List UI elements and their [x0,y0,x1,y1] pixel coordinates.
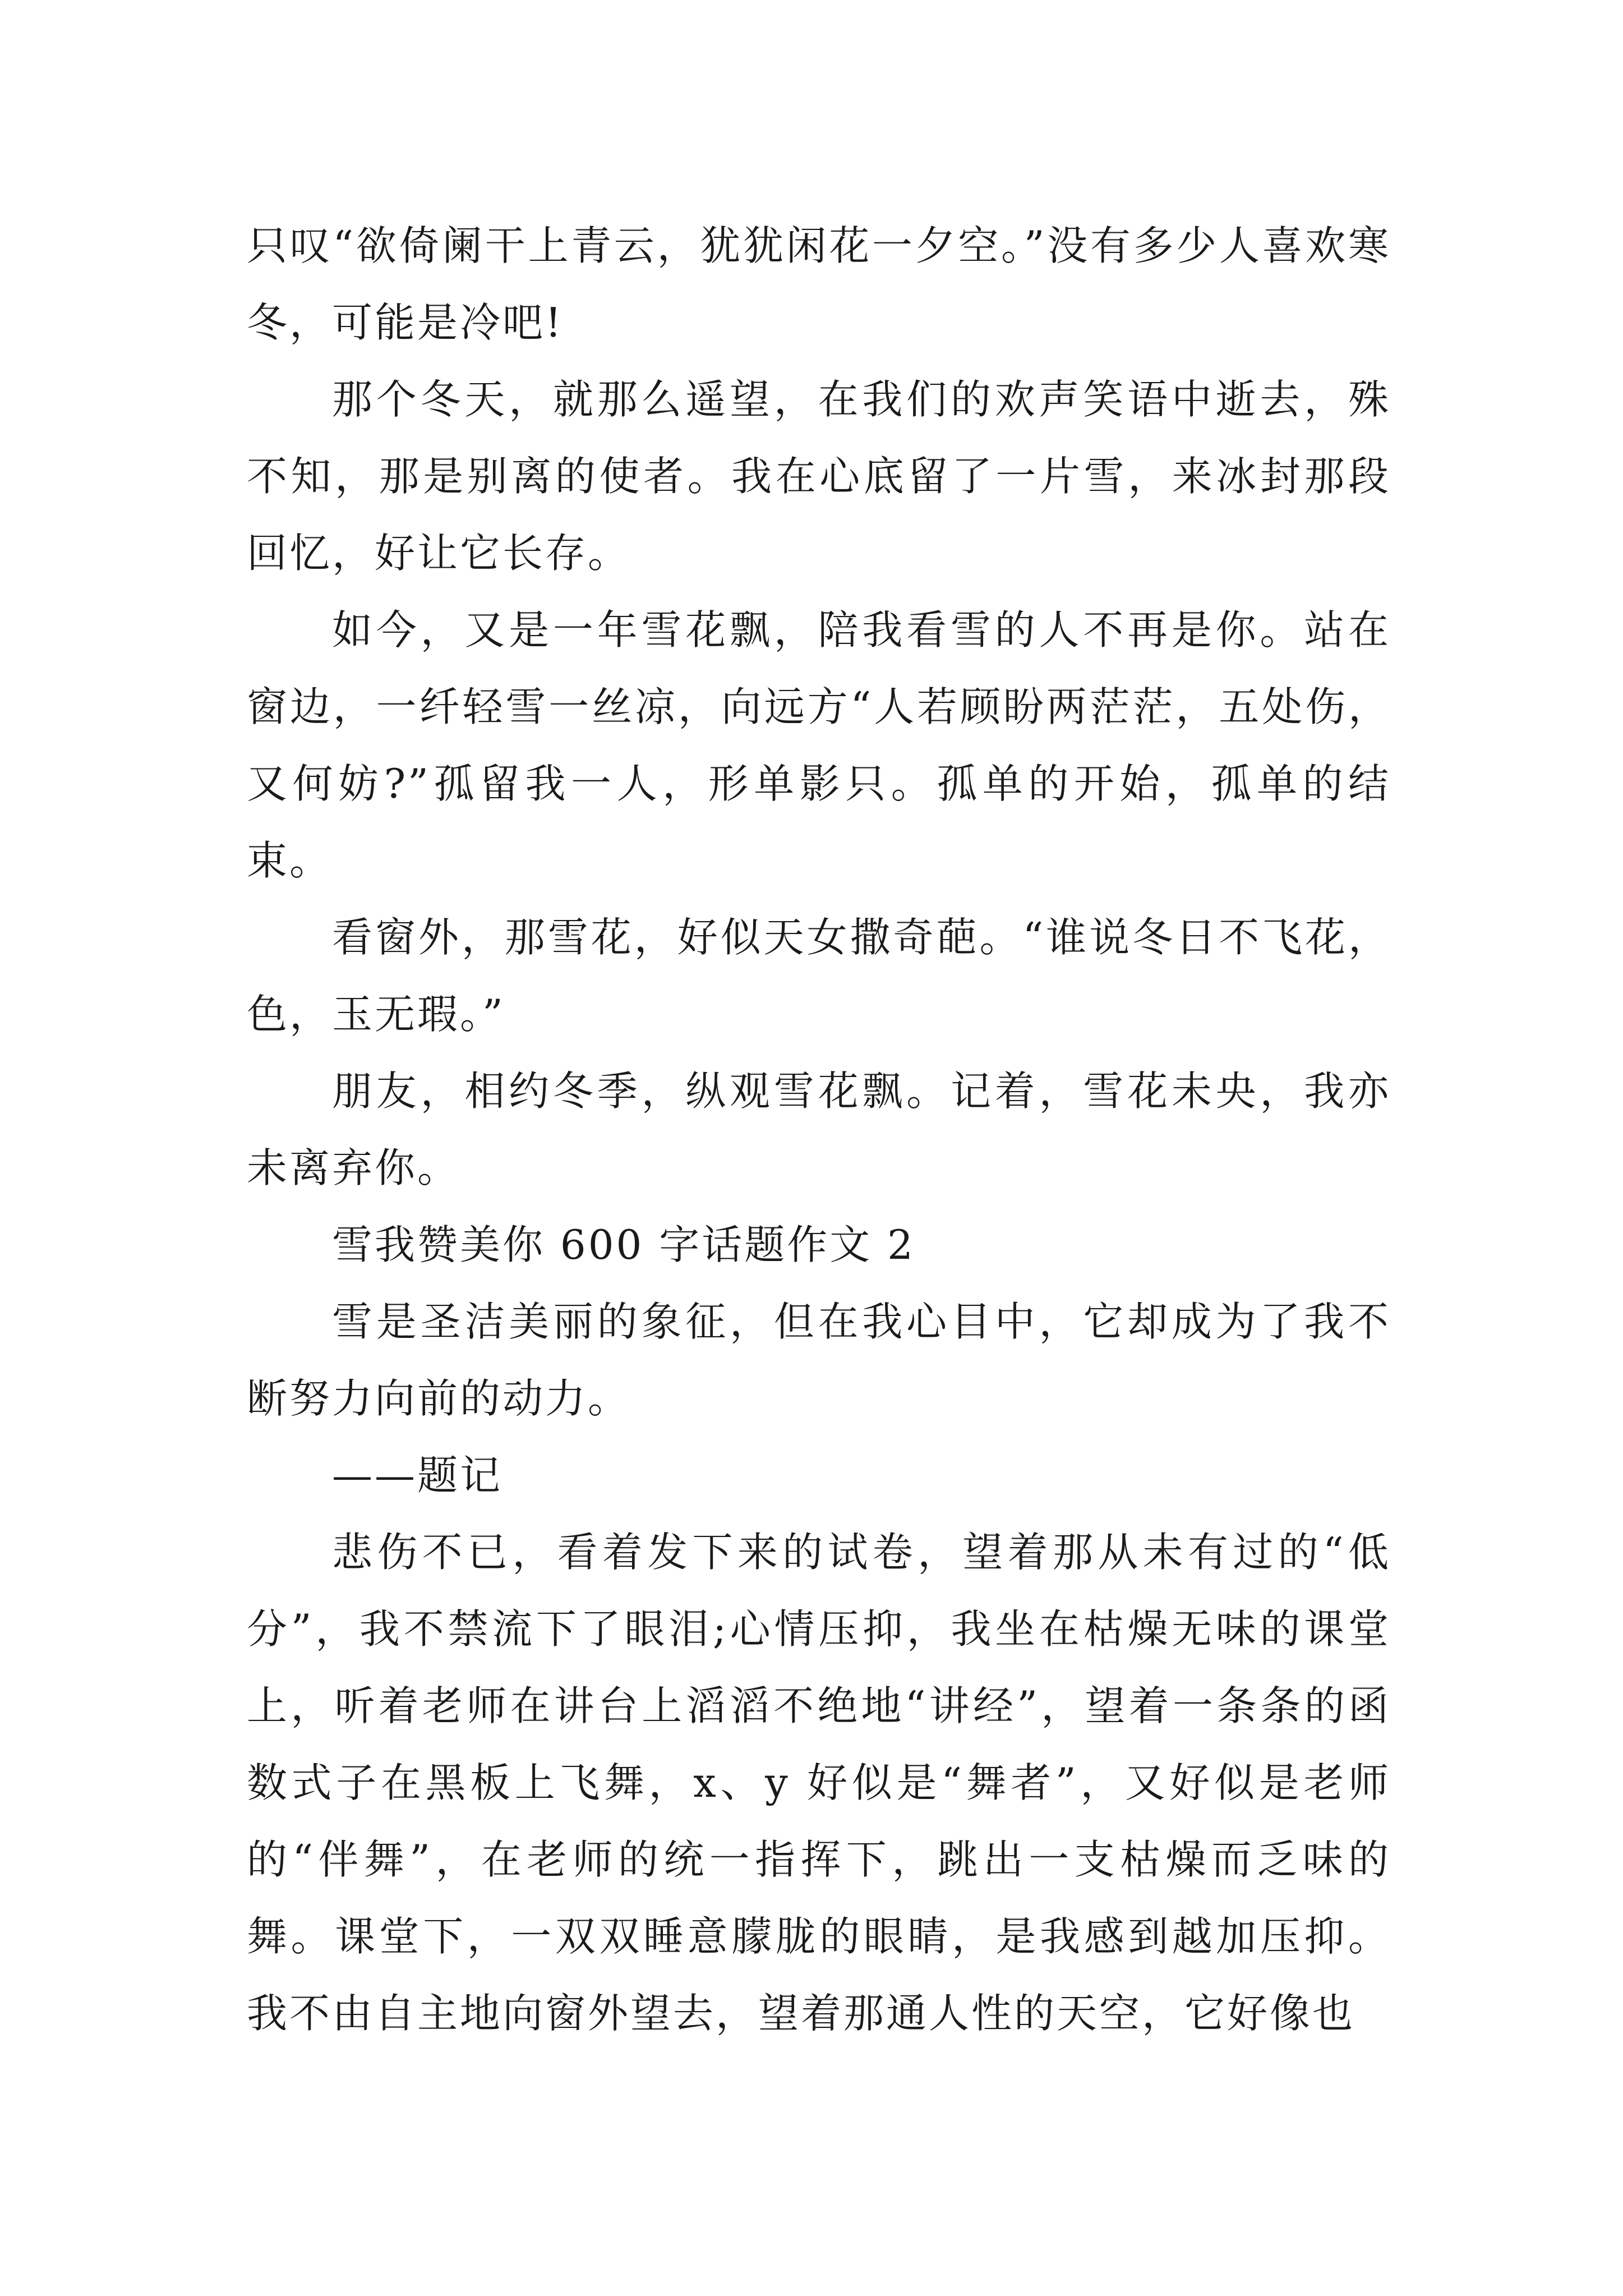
paragraph-6: 雪是圣洁美丽的象征，但在我心目中，它却成为了我不断努力向前的动力。 [247,1298,1391,1422]
paragraph-1: 只叹“欲倚阑干上青云，犹犹闲花一夕空。”没有多少人喜欢寒冬，可能是冷吧! [247,222,1391,346]
section-heading: 雪我赞美你 600 字话题作文 2 [332,1221,915,1268]
document-body [247,208,1391,2052]
paragraph-2: 那个冬天，就那么遥望，在我们的欢声笑语中逝去，殊不知，那是别离的使者。我在心底留了一片雪，来冰封那段回忆，好让它长存。 [247,376,1391,577]
epigraph-attribution: ——题记 [332,1452,503,1499]
paragraph-3: 如今，又是一年雪花飘，陪我看雪的人不再是你。站在窗边，一纤轻雪一丝凉，向远方“人若顾盼两茫茫，五处伤，又何妨?”孤留我一人，形单影只。孤单的开始，孤单的结束。 [247,606,1391,884]
paragraph-5: 朋友，相约冬季，纵观雪花飘。记着，雪花未央，我亦未离弃你。 [247,1068,1391,1191]
paragraph-4: 看窗外，那雪花，好似天女撒奇葩。“谁说冬日不飞花，色，玉无瑕。” [247,914,1391,1038]
paragraph-7: 悲伤不已，看着发下来的试卷，望着那从未有过的“低分”，我不禁流下了眼泪;心情压抑，我坐在枯燥无味的课堂上，听着老师在讲台上滔滔不绝地“讲经”，望着一条条的函数式子在黑板上飞舞，x、y 好似是“舞者”，又好似是老师的“伴舞”，在老师的统一指挥下，跳出一支枯燥而乏味的舞。课堂下，一双双睡意朦胧的眼睛，是我感到越加压抑。我不由自主地向窗外望去，望着那通人性的天空，它好像也 [247,1529,1391,2037]
